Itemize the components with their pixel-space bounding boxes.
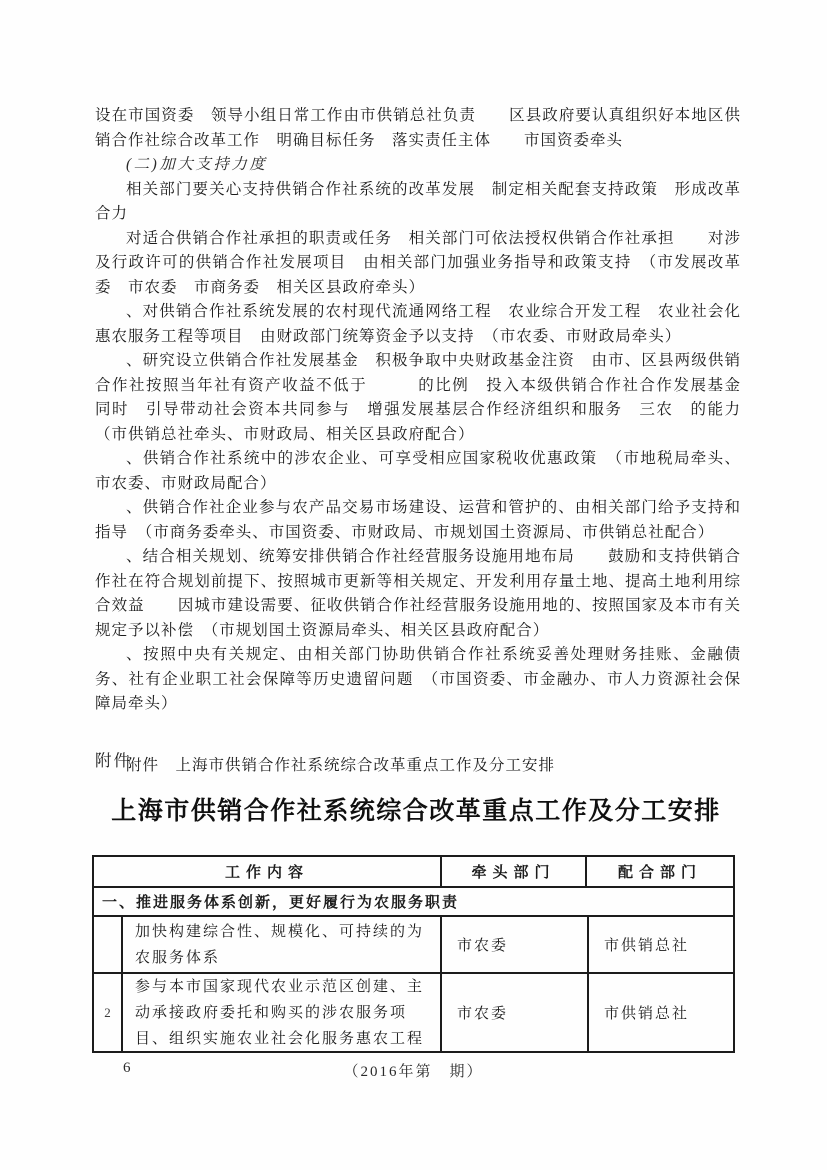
body-paragraph: 、供销合作社系统中的涉农企业、可享受相应国家税收优惠政策 （市地税局牵头、市农委、市财政局配合） (95, 450, 741, 492)
body-paragraph: 对适合供销合作社承担的职责或任务 相关部门可依法授权供销合作社承担 对涉及行政许可的供销合作社发展项目 由相关部门加强业务指导和政策支持 （市发展改革委 市农委 市商务委 相关区县政府牵头） (95, 229, 741, 296)
table-row (94, 974, 733, 1051)
table-section-title: 一、推进服务体系创新，更好履行为农服务职责 (102, 895, 460, 911)
lead-dept-cell: 市农委 (442, 974, 589, 1051)
coop-dept-cell: 市供销总社 (604, 938, 690, 954)
body-paragraph: 、按照中央有关规定、由相关部门协助供销合作社系统妥善处理财务挂账、金融债务、社有企业职工社会保障等历史遗留问题 （市国资委、市金融办、市人力资源社会保障局牵头） (95, 646, 741, 712)
attachment-reference-line: 附件 上海市供销合作社系统综合改革重点工作及分工安排 (126, 756, 556, 774)
body-paragraph: (二)加大支持力度 (126, 156, 268, 173)
work-content-cell: 加快构建综合性、规模化、可持续的为农服务体系 (123, 917, 442, 972)
body-paragraph: 、研究设立供销合作社发展基金 积极争取中央财政基金注资 由市、区县两级供销合作社按照当年社有资产收益不低于 的比例 投入本级供销合作社合作发展基金 同时 引导带动社会资本共同参与 增强发展基层合作经济组织和服务 三农 的能力 （市供销总社牵头、市财政局、相关区县政府配合） (95, 352, 775, 443)
lead-dept-cell: 市农委 (442, 917, 589, 972)
work-division-table (92, 855, 735, 1053)
body-text (95, 104, 775, 778)
work-content-cell: 参与本市国家现代农业示范区创建、主动承接政府委托和购买的涉农服务项目、组织实施农业社会化服务惠农工程 (123, 974, 442, 1051)
page-number: 6 (123, 1060, 132, 1076)
attachment-title: 上海市供销合作社系统综合改革重点工作及分工安排 (111, 798, 721, 825)
body-paragraph: 、供销合作社企业参与农产品交易市场建设、运营和管护的、由相关部门给予支持和指导 （市商务委牵头、市国资委、市财政局、市规划国土资源局、市供销总社配合） (95, 499, 741, 541)
issue-label: （2016年第 期） (343, 1064, 484, 1080)
table-header-lead-dept: 牵头部门 (442, 857, 587, 886)
row-number-cell (94, 917, 123, 972)
table-header-work-content: 工作内容 (94, 857, 442, 886)
table-row (94, 917, 733, 974)
body-paragraph: 设在市国资委 领导小组日常工作由市供销总社负责 区县政府要认真组织好本地区供销合作社综合改革工作 明确目标任务 落实责任主体 市国资委牵头 (95, 107, 741, 149)
row-number-cell: 2 (94, 974, 123, 1051)
page-footer (0, 1060, 827, 1082)
coop-dept-cell: 市供销总社 (604, 1006, 690, 1022)
table-header-row (94, 857, 733, 888)
body-paragraph: 、对供销合作社系统发展的农村现代流通网络工程 农业综合开发工程 农业社会化惠农服务工程等项目 由财政部门统筹资金予以支持 （市农委、市财政局牵头） (95, 303, 741, 345)
body-paragraph: 相关部门要关心支持供销合作社系统的改革发展 制定相关配套支持政策 形成改革合力 (95, 180, 741, 222)
table-header-coop-dept: 配合部门 (617, 865, 702, 881)
attachment-label: 附件 (95, 751, 132, 770)
table-section-row (94, 888, 733, 917)
body-paragraph: 、结合相关规划、统筹安排供销合作社经营服务设施用地布局 鼓励和支持供销合作社在符合规划前提下、按照城市更新等相关规定、开发利用存量土地、提高土地利用综合效益 因城市建设需要、征收供销合作社经营服务设施用地的、按照国家及本市有关规定予以补偿 （市规划国土资源局牵头、相关区县政府配合） (95, 548, 741, 639)
